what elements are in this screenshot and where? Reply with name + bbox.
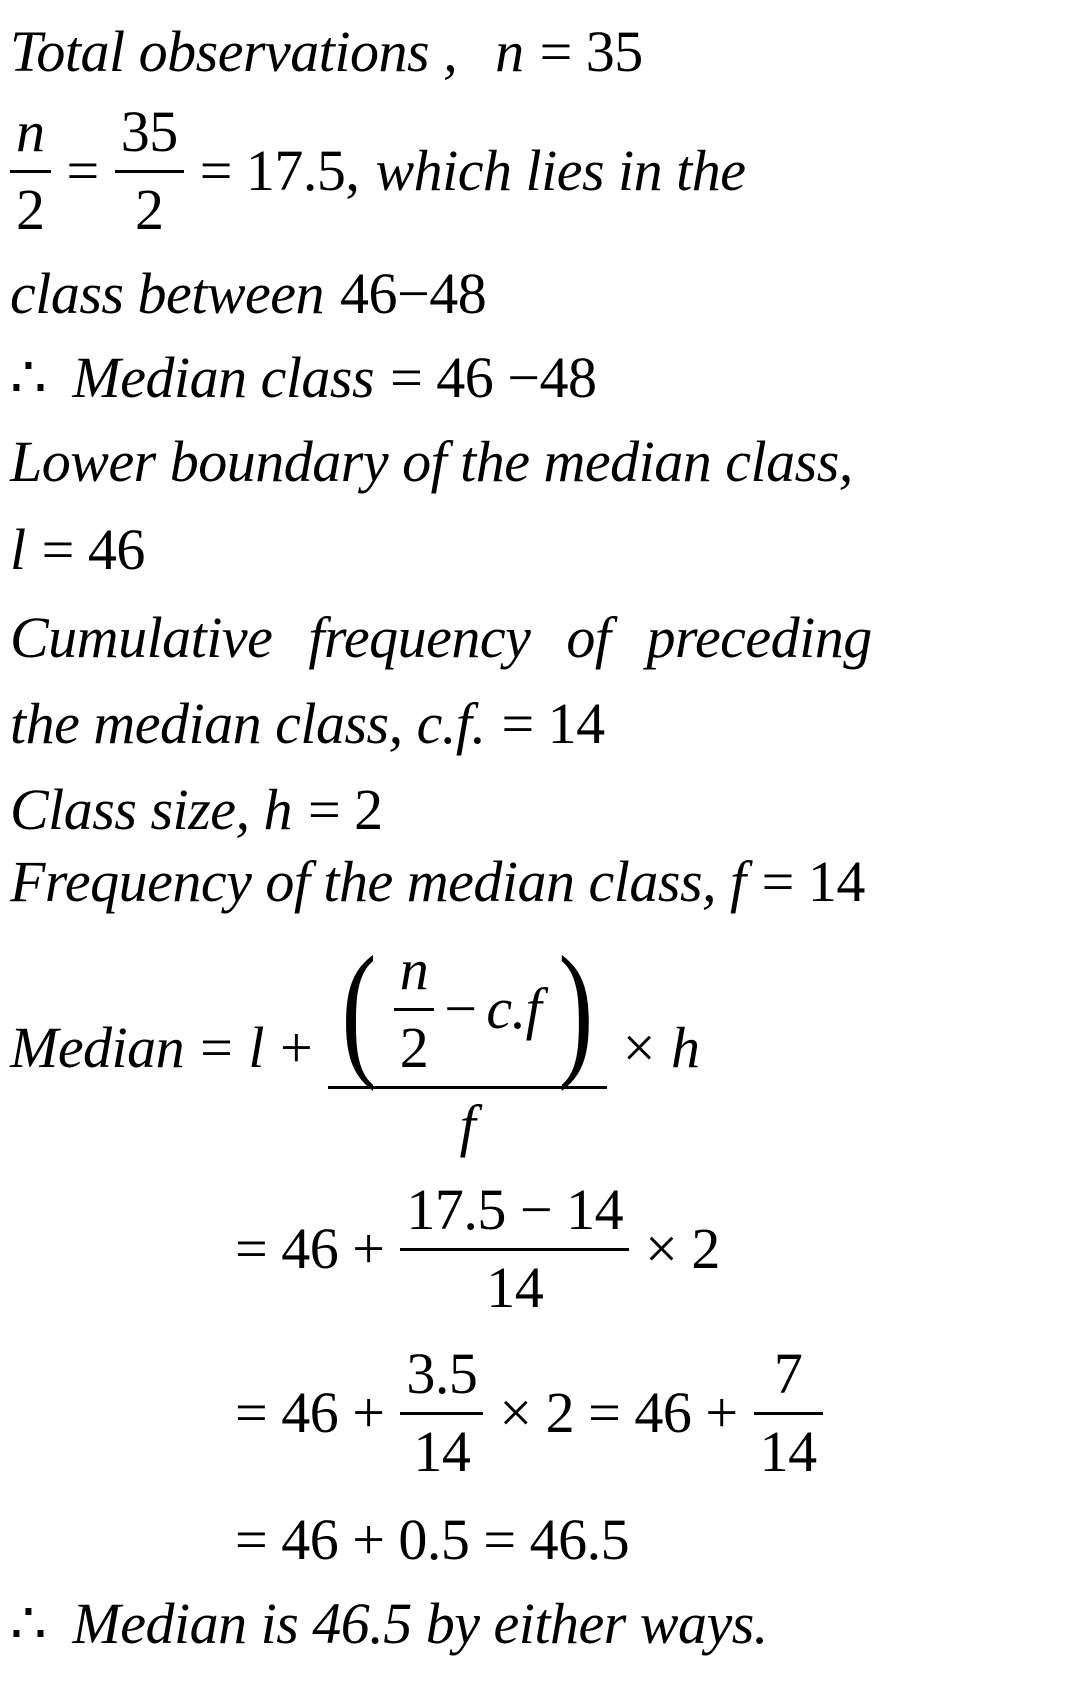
times-sign: × xyxy=(622,1014,655,1080)
total-observations-label: Total observations , xyxy=(10,19,458,84)
lower-boundary-label: Lower boundary of the median class, xyxy=(10,429,853,494)
line-median-formula xyxy=(10,925,700,1159)
line-step-result xyxy=(235,1508,629,1573)
value-cf-14: = 14 xyxy=(501,691,605,756)
var-n: n xyxy=(495,19,524,84)
left-paren: ( xyxy=(341,925,377,1092)
var-cf: c.f xyxy=(486,975,542,1041)
step-lead: = 46 + xyxy=(235,1215,385,1281)
fraction-denominator: 14 xyxy=(759,1418,817,1484)
fraction-7-over-14 xyxy=(754,1342,823,1485)
line-conclusion xyxy=(10,1592,768,1657)
fraction-numerator: 17.5 − 14 xyxy=(406,1177,624,1242)
fraction-bar xyxy=(754,1412,823,1415)
fraction-numerator xyxy=(328,925,606,1092)
fraction-numerator: n xyxy=(16,99,45,164)
line-n-over-2 xyxy=(10,100,746,243)
line-step-simplify xyxy=(235,1342,823,1485)
plus-sign: + xyxy=(280,1014,313,1080)
fraction-numerator: 35 xyxy=(120,99,178,164)
therefore-icon: ∴ xyxy=(10,345,47,410)
frequency-label: Frequency of the median class, f xyxy=(10,849,746,914)
fraction-17-5-minus-14-over-14 xyxy=(400,1178,629,1321)
line-median-class xyxy=(10,346,597,411)
fraction-35-over-2 xyxy=(115,100,184,243)
line-l-value xyxy=(10,518,145,583)
fraction-numerator: 7 xyxy=(773,1341,803,1406)
fraction-n-over-2 xyxy=(10,100,51,243)
var-l: l xyxy=(248,1014,265,1080)
value-l-46: = 46 xyxy=(41,517,145,582)
cf-label: the median class, c.f. xyxy=(10,691,486,756)
fraction-denominator: 14 xyxy=(486,1254,544,1320)
fraction-denominator: 2 xyxy=(134,176,164,242)
step-lead: = 46 + xyxy=(235,1379,385,1445)
value-h-2: = 2 xyxy=(307,777,383,842)
result-17-5: = 17.5, xyxy=(199,137,360,203)
result-46-5: = 46 + 0.5 = 46.5 xyxy=(235,1507,630,1572)
fraction-denominator: 2 xyxy=(399,1014,429,1080)
line-class-between xyxy=(10,262,486,327)
line-step-substitution xyxy=(235,1178,720,1321)
right-paren: ) xyxy=(558,925,594,1092)
step-middle: × 2 = 46 + xyxy=(499,1379,738,1445)
minus-sign: − xyxy=(444,975,477,1041)
equals-sign: = xyxy=(66,137,99,203)
line-class-size xyxy=(10,778,383,843)
median-class-label: Median class xyxy=(72,345,375,410)
fraction-bar xyxy=(394,1008,435,1011)
fraction-bar xyxy=(400,1412,483,1415)
fraction-denominator: 2 xyxy=(16,176,45,242)
line-cf-value xyxy=(10,692,605,757)
fraction-bar xyxy=(115,170,184,173)
class-between-label: class between xyxy=(10,261,325,326)
fraction-denominator: 14 xyxy=(413,1418,471,1484)
class-range: 46−48 xyxy=(340,261,487,326)
therefore-icon: ∴ xyxy=(10,1591,47,1656)
value-n-35: = 35 xyxy=(539,19,643,84)
times-2: × 2 xyxy=(645,1215,720,1281)
line-total-observations xyxy=(10,20,643,85)
line-lower-boundary xyxy=(10,430,853,495)
fraction-numerator: n xyxy=(399,937,429,1002)
value-f-14: = 14 xyxy=(761,849,865,914)
cumulative-frequency-label: Cumulative frequency of preceding xyxy=(10,605,872,670)
conclusion-text: Median is 46.5 by either ways. xyxy=(72,1591,768,1656)
var-l: l xyxy=(10,517,26,582)
fraction-bar xyxy=(10,170,51,173)
fraction-bar xyxy=(400,1248,629,1251)
var-h: h xyxy=(670,1014,700,1080)
var-f: f xyxy=(459,1092,476,1158)
which-lies-text: which lies in the xyxy=(375,137,746,203)
fraction-n-over-2 xyxy=(394,938,435,1081)
equals-sign: = xyxy=(200,1014,233,1080)
line-cumulative-frequency xyxy=(10,606,872,671)
fraction-numerator: 3.5 xyxy=(406,1341,478,1406)
median-class-value: = 46 −48 xyxy=(390,345,597,410)
median-word: Median xyxy=(10,1014,185,1080)
fraction-main xyxy=(328,925,606,1159)
fraction-3-5-over-14 xyxy=(400,1342,483,1485)
line-frequency-median-class xyxy=(10,850,865,915)
class-size-label: Class size, h xyxy=(10,777,292,842)
